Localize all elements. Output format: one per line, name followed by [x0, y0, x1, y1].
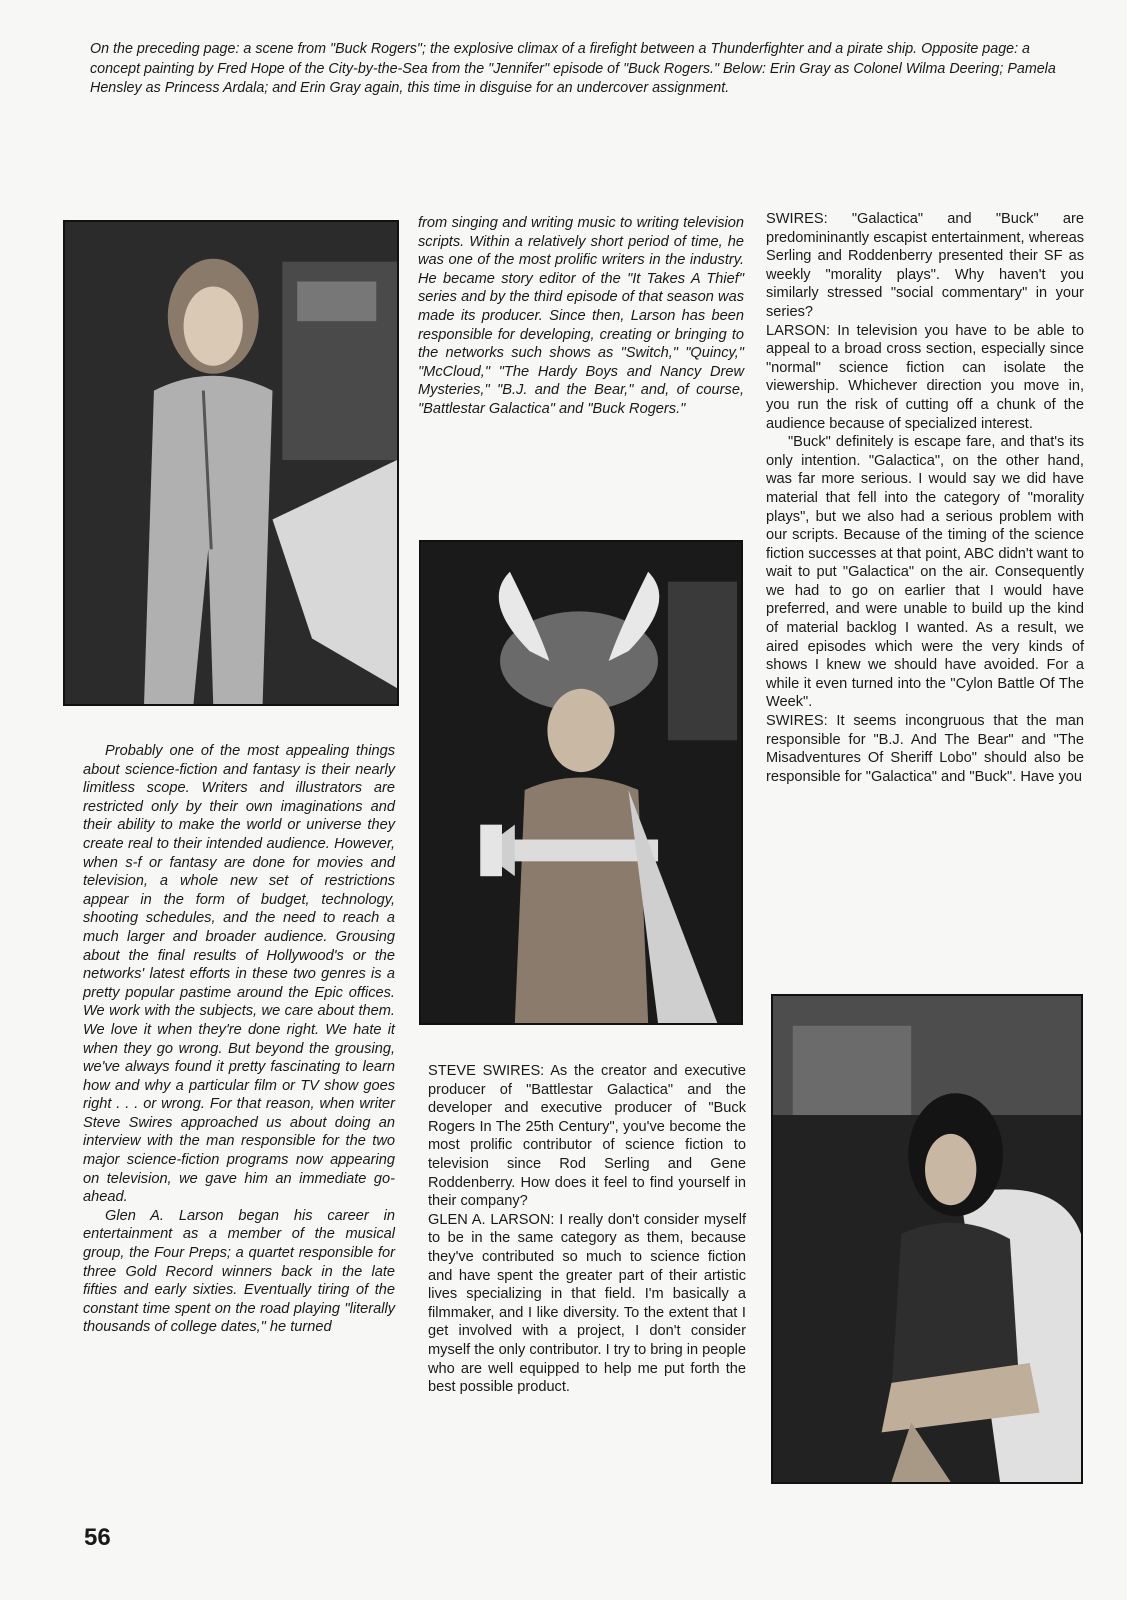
interview-question-2: SWIRES: "Galactica" and "Buck" are predomininantly escapist entertainment, whereas Serling and Roddenberry presented their SF as weekly "morality plays". Why haven't you similarly stressed "social commentary" in your series? — [766, 211, 1084, 320]
intro-paragraph-1: Probably one of the most appealing things about science-fiction and fantasy is their nearly limitless scope. Writers and illustrators are restricted only by their own imaginations and their ability to make the world or universe they create real to their intended audience. However, when s-f or fantasy are done for movies and television, a whole new set of restrictions appear in the form of budget, technology, shooting schedules, and the need to reach a much larger and broader audience. Grousing about the final results of Hollywood's or the networks' latest efforts in these two genres is a pretty popular pastime around the Epic offices. We work with the subjects, we care about them. We love it when they're done right. We hate it when they go wrong. But beyond the grousing, we've always found it pretty fascinating to learn how and why a particular film or TV show goes right . . . or wrong. For that reason, when writer Steve Swires approached us about doing an interview with the man responsible for the two major science-fiction programs now appearing on television, we gave him an immediate go-ahead. — [83, 743, 395, 1206]
interview-column-middle — [428, 1062, 746, 1397]
photo-erin-gray-disguise-image — [773, 996, 1081, 1482]
intro-paragraph-2: Glen A. Larson began his career in entertainment as a member of the musical group, the Four Preps; a quartet responsible for three Gold Record winners back in the late fifties and early sixties. Eventually tiring of the constant time spent on the road playing "literally thousands of college dates," he turned — [83, 1207, 395, 1336]
interview-column-right — [766, 210, 1084, 786]
photo-wilma-deering-image — [65, 222, 397, 704]
photo-wilma-deering — [63, 220, 399, 706]
photo-erin-gray-disguise — [771, 994, 1083, 1484]
intro-column-middle — [418, 214, 744, 419]
intro-column-left — [83, 742, 395, 1337]
interview-answer-2a: LARSON: In television you have to be able to appeal to a broad cross section, especially since "normal" science fiction can isolate the viewership. Whichever direction you move in, you run the risk of cutting off a chunk of the audience because of specialized interest. — [766, 322, 1084, 432]
photo-caption: On the preceding page: a scene from "Buck Rogers"; the explosive climax of a firefight between a Thunderfighter and a pirate ship. Opposite page: a concept painting by Fred Hope of the City-by-the-Sea from the "Jennifer" episode of "Buck Rogers." Below: Erin Gray as Colonel Wilma Deering; Pamela Hensley as Princess Ardala; and Erin Gray again, this time in disguise for an undercover assignment. — [90, 41, 1056, 96]
photo-princess-ardala — [419, 540, 743, 1025]
interview-question-3: SWIRES: It seems incongruous that the man responsible for "B.J. And The Bear" and "The Misadventures Of Sheriff Lobo" should also be responsible for "Galactica" and "Buck". Have you — [766, 713, 1084, 785]
interview-question-1: STEVE SWIRES: As the creator and executive producer of "Battlestar Galactica" and the developer and executive producer of "Buck Rogers In The 25th Century", you've become the most prolific contributor of science fiction to television since Rod Serling and Gene Roddenberry. How does it feel to find yourself in their company? — [428, 1063, 746, 1210]
interview-answer-1: GLEN A. LARSON: I really don't consider myself to be in the same category as them, because they've contributed so much to science fiction and have spent the greater part of their artistic lives specializing in that field. I'm basically a filmmaker, and I like diversity. To the extent that I get involved with a project, I don't consider myself the only contributor. I try to bring in people who are well equipped to help me put forth the best possible product. — [428, 1211, 746, 1396]
page-number: 56 — [84, 1524, 111, 1551]
intro-paragraph-3: from singing and writing music to writing television scripts. Within a relatively short period of time, he was one of the most prolific writers in the industry. He became story editor of the "It Takes A Thief" series and by the third episode of that season was made its producer. Since then, Larson has been responsible for developing, creating or bringing to the networks such shows as "Switch," "Quincy," "McCloud," "The Hardy Boys and Nancy Drew Mysteries," "B.J. and the Bear," and, of course, "Battlestar Galactica" and "Buck Rogers." — [418, 215, 744, 417]
photo-princess-ardala-image — [421, 542, 741, 1023]
interview-answer-2b: "Buck" definitely is escape fare, and that's its only intention. "Galactica", on the other hand, was far more serious. I would say we did have material that fell into the category of "morality plays", but we also had a serious problem with our scripts. Because of the timing of the science fiction successes at that point, ABC didn't want to wait to put "Galactica" on the air. Consequently we had to go on earlier that I would have preferred, and were unable to build up the kind of material backlog I wanted. As a result, we aired episodes which were the very kinds of shows I knew we should have avoided. For a while it even turned into the "Cylon Battle Of The Week". — [766, 434, 1084, 711]
